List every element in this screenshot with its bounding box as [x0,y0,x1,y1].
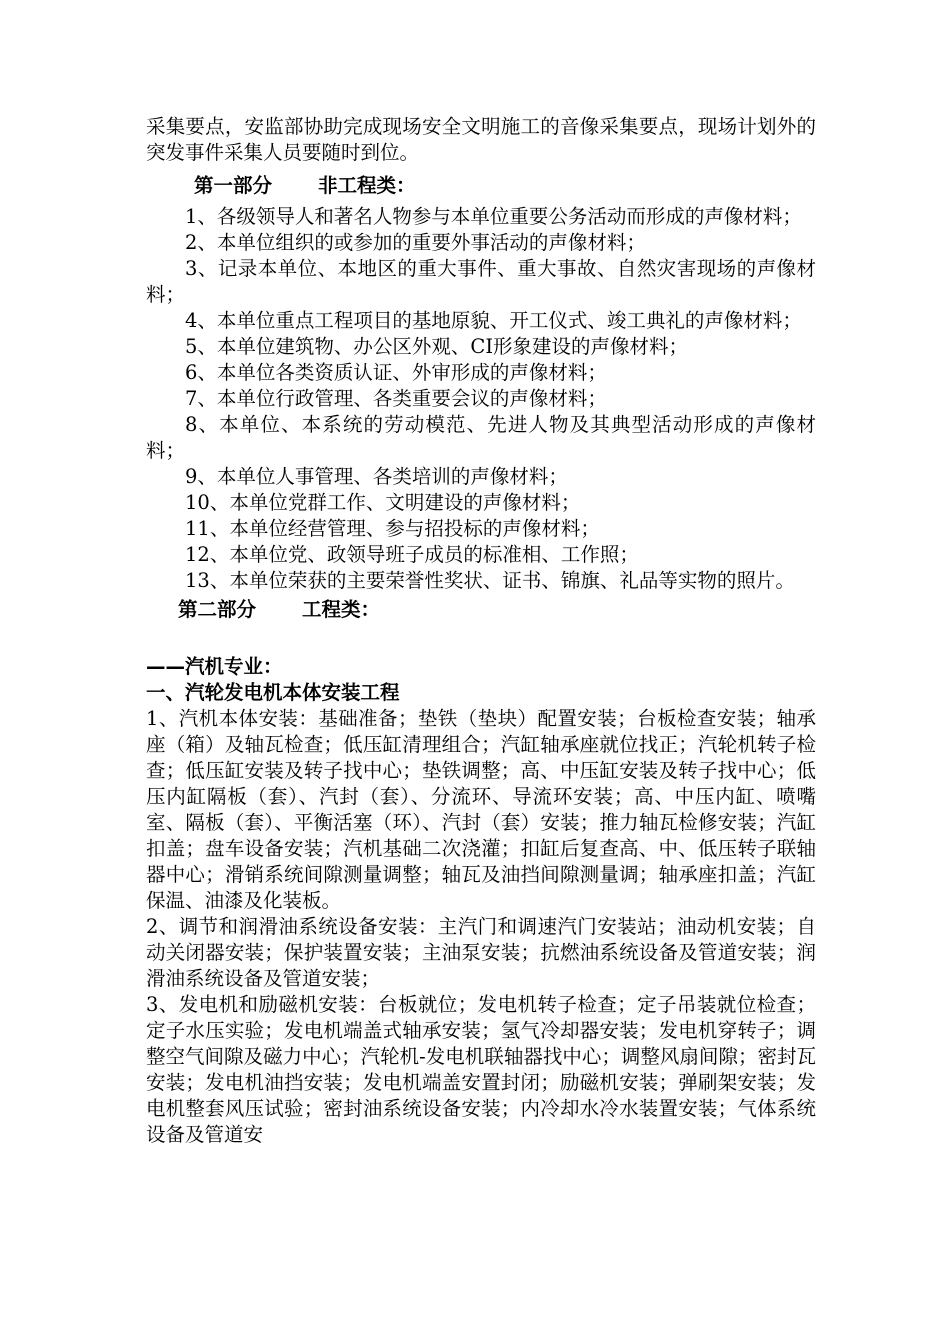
blank-line [146,628,816,654]
part-two-title: 工程类： [302,598,381,621]
list-item: 3、记录本单位、本地区的重大事件、重大事故、自然灾害现场的声像材料； [146,257,816,306]
section-paragraph: 3、发电机和励磁机安装：台板就位；发电机转子检查；定子吊装就位检查；定子水压实验；发电机端盖式轴承安装；氢气冷却器安装；发电机穿转子；调整空气间隙及磁力中心；汽轮机-发电机联轴器找中心；调整风扇间隙；密封瓦安装；发电机油挡安装；发电机端盖安置封闭；励磁机安装；弹刷架安装；发电机整套风压试验；密封油系统设备安装；内冷却水冷水装置安装；气体系统设备及管道安 [146,993,816,1146]
part-two-label: 第二部分 [178,598,257,621]
part-one-label: 第一部分 [194,174,273,197]
document-page [146,114,816,1148]
specialty-heading: ——汽机专业： [146,655,283,678]
list-item: 5、本单位建筑物、办公区外观、CI形象建设的声像材料； [185,335,689,358]
list-item: 4、本单位重点工程项目的基地原貌、开工仪式、竣工典礼的声像材料； [185,309,802,332]
intro-paragraph: 采集要点，安监部协助完成现场安全文明施工的音像采集要点，现场计划外的突发事件采集人员要随时到位。 [146,115,816,164]
list-item: 7、本单位行政管理、各类重要会议的声像材料； [185,387,607,410]
part-one-heading [146,172,816,200]
list-item: 12、本单位党、政领导班子成员的标准相、工作照； [185,543,639,566]
part-two-heading [146,596,816,624]
list-item: 6、本单位各类资质认证、外审形成的声像材料； [185,361,607,384]
list-item: 8、本单位、本系统的劳动模范、先进人物及其典型活动形成的声像材料； [146,413,816,462]
list-item: 11、本单位经营管理、参与招投标的声像材料； [185,517,600,540]
list-item: 2、本单位组织的或参加的重要外事活动的声像材料； [185,231,646,254]
section-paragraph: 2、调节和润滑油系统设备安装：主汽门和调速汽门安装站；油动机安装；自动关闭器安装；保护装置安装；主油泵安装；抗燃油系统设备及管道安装；润滑油系统设备及管道安装； [146,915,816,990]
list-item: 10、本单位党群工作、文明建设的声像材料； [185,491,581,514]
list-item: 1、各级领导人和著名人物参与本单位重要公务活动而形成的声像材料； [185,205,802,228]
list-item: 13、本单位荣获的主要荣誉性奖状、证书、锦旗、礼品等实物的照片。 [185,569,795,592]
list-item: 9、本单位人事管理、各类培训的声像材料； [185,465,568,488]
section-paragraph: 1、汽机本体安装：基础准备；垫铁（垫块）配置安装；台板检查安装；轴承座（箱）及轴瓦检查；低压缸清理组合；汽缸轴承座就位找正；汽轮机转子检查；低压缸安装及转子找中心；垫铁调整；高、中压缸安装及转子找中心；低压内缸隔板（套）、汽封（套）、分流环、导流环安装；高、中压内缸、喷嘴室、隔板（套）、平衡活塞（环）、汽封（套）安装；推力轴瓦检修安装；汽缸扣盖；盘车设备安装；汽机基础二次浇灌；扣缸后复查高、中、低压转子联轴器中心；滑销系统间隙测量调整；轴瓦及油挡间隙测量调；轴承座扣盖；汽缸保温、油漆及化装板。 [146,707,816,912]
section-title: 一、汽轮发电机本体安装工程 [146,681,400,704]
part-one-title: 非工程类： [318,174,416,197]
